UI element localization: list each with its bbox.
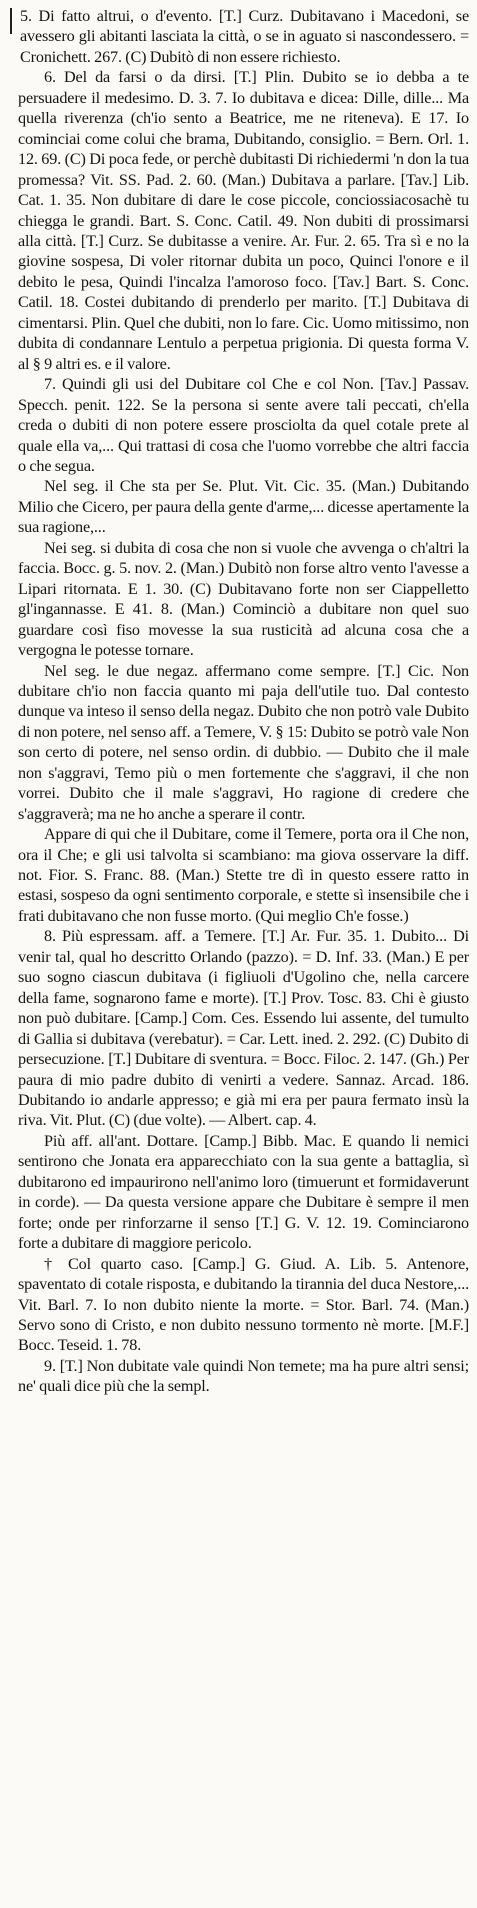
paragraph: Nel seg. le due negaz. affermano come sempre. [T.] Cic. Non dubitare ch'io non faccia quanto mi paja dell'utile tuo. Dal contesto dunque va inteso il senso della negaz. Dubito che non potrò vale Dubito di non potere, nel senso aff. a Temere, V. § 15: Dubito se potrò vale Non son certo di potere, nel senso ordin. di dubbio. — Dubito che il male non s'aggravi, Temo più o men fortemente che s'aggravi, il che non vorrei. Dubito che il male s'aggravi, Ho ragione di credere che s'aggraverà; ma ne ho anche a sperare il contr. <box>18 661 469 823</box>
paragraph: 7. Quindi gli usi del Dubitare col Che e col Non. [Tav.] Passav. Specch. penit. 122. Se la persona si sente avere tali peccati, ch'ella creda o dubiti di non potere essere prosciolta da quel cotale prete al quale ella va,... Qui trattasi di cosa che l'uomo vorrebbe che altri faccia o che segua. <box>18 375 469 475</box>
entry-text <box>18 6 469 1397</box>
paragraph: Nei seg. si dubita di cosa che non si vuole che avvenga o ch'altri la faccia. Bocc. g. 5. nov. 2. (Man.) Dubitò non forse altro vento l'avesse a Lipari ritornata. E 1. 30. (C) Dubitavano forte non ser Ciappelletto gl'ingannasse. E 41. 8. (Man.) Cominciò a dubitare non quel suo guardare così fiso movesse la sua rusticità ad alcuna cosa che a vergogna le potesse tornare. <box>18 538 469 660</box>
paragraph: 9. [T.] Non dubitate vale quindi Non temete; ma ha pure altri sensi; ne' quali dice più che la sempl. <box>18 1356 469 1396</box>
paragraph: † Col quarto caso. [Camp.] G. Giud. A. Lib. 5. Antenore, spaventato di cotale risposta, e dubitando la tirannia del duca Nestore,... Vit. Barl. 7. Io non dubito niente la morte. = Stor. Barl. 74. (Man.) Servo sono di Cristo, e non dubito nessuno tormento nè morte. [M.F.] Bocc. Teseid. 1. 78. <box>18 1254 469 1355</box>
paragraph: 5. Di fatto altrui, o d'evento. [T.] Curz. Dubitavano i Macedoni, se avessero gli abitanti lasciata la città, o se in aguato si nascondessero. = Cronichett. 267. (C) Dubitò di non essere richiesto. <box>20 7 469 66</box>
paragraph: Più aff. all'ant. Dottare. [Camp.] Bibb. Mac. E quando li nemici sentirono che Jonata era apparecchiato con la sua gente a battaglia, sì dubitarono ed impaurirono nell'animo loro (timuerunt et formidaverunt in corde). — Da questa versione appare che Dubitare è sempre il men forte; onde per rinforzarne il senso [T.] G. V. 12. 19. Cominciarono forte a dubitare di maggiore pericolo. <box>18 1131 469 1253</box>
paragraph: 6. Del da farsi o da dirsi. [T.] Plin. Dubito se io debba a te persuadere il medesimo. D. 3. 7. Io dubitava e dicea: Dille, dille... Ma quella riverenza (ch'io sento a Beatrice, me ne riteneva). E 17. Io cominciai come colui che brama, Dubitando, consiglio. = Bern. Orl. 1. 12. 69. (C) Di poca fede, or perchè dubitasti Di richiedermi 'n don la tua promessa? Vit. SS. Pad. 2. 60. (Man.) Dubitava a parlare. [Tav.] Lib. Cat. 1. 35. Non dubitare di dare le cose piccole, conciossiacosachè tu chiegga le grandi. Bart. S. Conc. Catil. 49. Non dubiti di prossimarsi alla città. [T.] Curz. Se dubitasse a venire. Ar. Fur. 2. 65. Tra sì e no la giovine sospesa, Di voler ritornar dubita un poco, Quinci l'onore e il debito le pesa, Quindi l'incalza l'amoroso foco. [Tav.] Bart. S. Conc. Catil. 18. Costei dubitando di prenderlo per marito. [T.] Dubitava di cimentarsi. Plin. Quel che dubiti, non lo fare. Cic. Uomo mitissimo, non dubita di condannare Lentulo a perpetua prigionia. Di questa forma V. al § 9 altri es. e il valore. <box>18 68 469 373</box>
margin-rule <box>10 8 12 34</box>
paragraph: Appare di qui che il Dubitare, come il Temere, porta ora il Che non, ora il Che; e gli usi talvolta si scambiano: ma giova osservare la diff. not. Fior. S. Franc. 88. (Man.) Stette tre dì in questo essere ratto in estasi, sospeso da ogni sentimento corporale, e stette sì insensibile che i frati dubitavano che non fusse morto. (Qui meglio Ch'e fosse.) <box>18 825 469 925</box>
paragraph: Nel seg. il Che sta per Se. Plut. Vit. Cic. 35. (Man.) Dubitando Milio che Cicero, per paura della gente d'arme,... dicesse apertamente la sua ragione,... <box>18 477 469 537</box>
paragraph: 8. Più espressam. aff. a Temere. [T.] Ar. Fur. 35. 1. Dubito... Di venir tal, qual ho descritto Orlando (pazzo). = D. Inf. 33. (Man.) E per suo sogno ciascun dubitava (i figliuoli d'Ugolino che, nella carcere della fame, sognarono fame e morte). [T.] Prov. Tosc. 83. Chi è giusto non può dubitare. [Camp.] Com. Ces. Essendo lui assente, del tumulto di Gallia si dubitava (verebatur). = Car. Lett. ined. 2. 292. (C) Dubito di persecuzione. [T.] Dubitare di sventura. = Bocc. Filoc. 2. 147. (Gh.) Per paura di mio padre dubito di venirti a vedere. Sannaz. Arcad. 186. Dubitando io andarle appresso; e già mi era per paura fermato insù la riva. Vit. Plut. (C) (due volte). — Albert. cap. 4. <box>18 927 469 1130</box>
